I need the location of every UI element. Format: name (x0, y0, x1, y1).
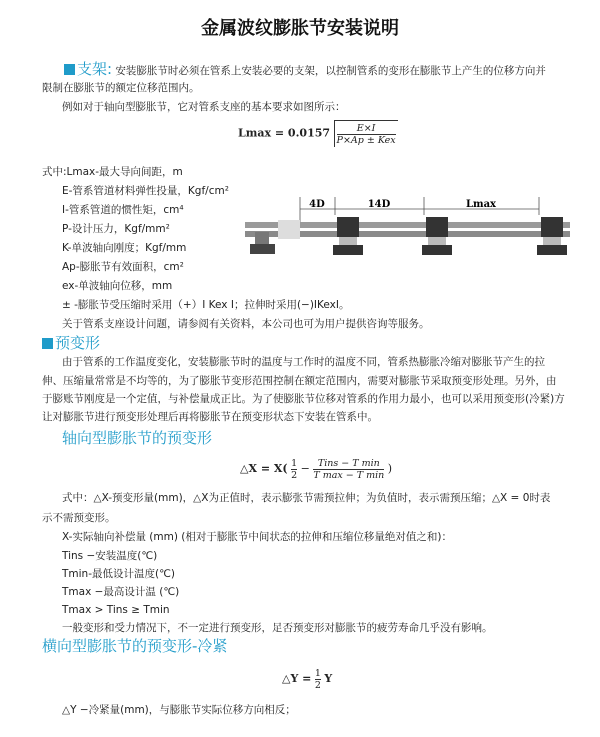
bellows-icon (278, 220, 300, 239)
definition: 一般变形和受力情况下，不一定进行预变形，足否预变形对膨胀节的疲劳寿命几乎没有影响。 (62, 622, 493, 634)
definition: Tins −安装温度(℃) (62, 550, 158, 562)
paragraph-line: 于膨账节刚度是一个定值，与补偿量成正比。为了使膨胀节位移对管系的作用力最小，也可以采用预变形(冷紧)方 (42, 393, 565, 405)
definition: 式中：△X-预变形量(mm)，△X为正值时，表示膨张节需预拉伸；为负值时，表示需预压缩；△X = 0时表 (62, 492, 551, 504)
lateral-definition: △Y −冷紧量(mm)，与膨胀节实际位移方向相反； (62, 704, 296, 716)
lateral-heading: 横向型膨胀节的预变形-冷紧 (42, 637, 228, 655)
definition: ex-单波轴向位移，mm (62, 280, 173, 292)
definition: Ap-膨胀节有效面积，cm² (62, 261, 184, 273)
support-intro-cont: 限制在膨胀节的额定位移范围内。 (42, 82, 200, 94)
lmax-formula: Lmax = 0.0157 $\frac{E\times I}{\text{P×Ap ± Kex}}$ (238, 120, 398, 147)
support-section (64, 60, 546, 78)
definition: K-单波轴向刚度；Kgf/mm (62, 242, 187, 254)
definition: X-实际轴向补偿量 (mm) (相对于膨胀节中间状态的拉伸和压缩位移量绝对值之和)： (62, 531, 452, 543)
dimension-4d: 4D (309, 199, 325, 210)
support-example: 例如对于轴向型膨胀节，它对管系支座的基本要求如图所示： (62, 101, 346, 113)
definition: 关于管系支座设计问题，请参阅有关资料，本公司也可为用户提供咨询等服务。 (62, 318, 430, 330)
paragraph-line: 让对膨胀节进行预变形处理后再将膨胀节在预变形状态下安装在管系中。 (42, 411, 378, 423)
support-heading: 支架: (64, 60, 112, 78)
definition: E-管系管道材料弹性投量，Kgf/cm² (62, 185, 229, 197)
paragraph-line: 伸、压缩量常常是不均等的，为了膨胀节变形范围控制在额定范围内，需要对膨胀节采取预变形处理。另外，由 (42, 375, 557, 387)
dimension-14d: 14D (367, 199, 391, 210)
square-bullet-icon (42, 338, 53, 349)
axial-heading: 轴向型膨胀节的预变形 (62, 429, 213, 447)
lateral-formula: △Y = $\frac{1}{2}$ Y (282, 667, 333, 691)
support-spacing-diagram (245, 195, 570, 270)
definition: ± -膨胀节受压缩时采用（+）I Kex I；拉伸时采用(−)IKexI。 (62, 299, 350, 311)
paragraph-line: 由于管系的工作温度变化，安装膨胀节时的温度与工作时的温度不同，管系热膨胀冷缩对膨胀节产生的拉 (62, 356, 545, 368)
dimension-lmax: Lmax (465, 199, 497, 210)
definition: 示不需预变形。 (42, 512, 116, 524)
square-bullet-icon (64, 64, 75, 75)
definition: Tmin-最低设计温度(℃) (62, 568, 175, 580)
definition: Tmax > Tins ≥ Tmin (62, 604, 170, 616)
definition: 式中:Lmax-最大导向间距，m (42, 166, 183, 178)
definition: P-设计压力，Kgf/mm² (62, 223, 170, 235)
definition: I-管系管道的惯性矩，cm⁴ (62, 204, 184, 216)
axial-formula: △X = X( $\frac{1}{2}$ − $\frac{\text{Tins − T min}}{\text{T max − T min}}$ ) (240, 457, 393, 481)
page-title: 金属波纹膨胀节安装说明 (201, 18, 399, 39)
predeform-heading: 预变形 (42, 334, 100, 352)
definition: Tmax −最高设计温 (℃) (62, 586, 180, 598)
support-intro: 安装膨胀节时必须在管系上安装必要的支架，以控制管系的变形在膨胀节上产生的位移方向并 (115, 65, 546, 77)
